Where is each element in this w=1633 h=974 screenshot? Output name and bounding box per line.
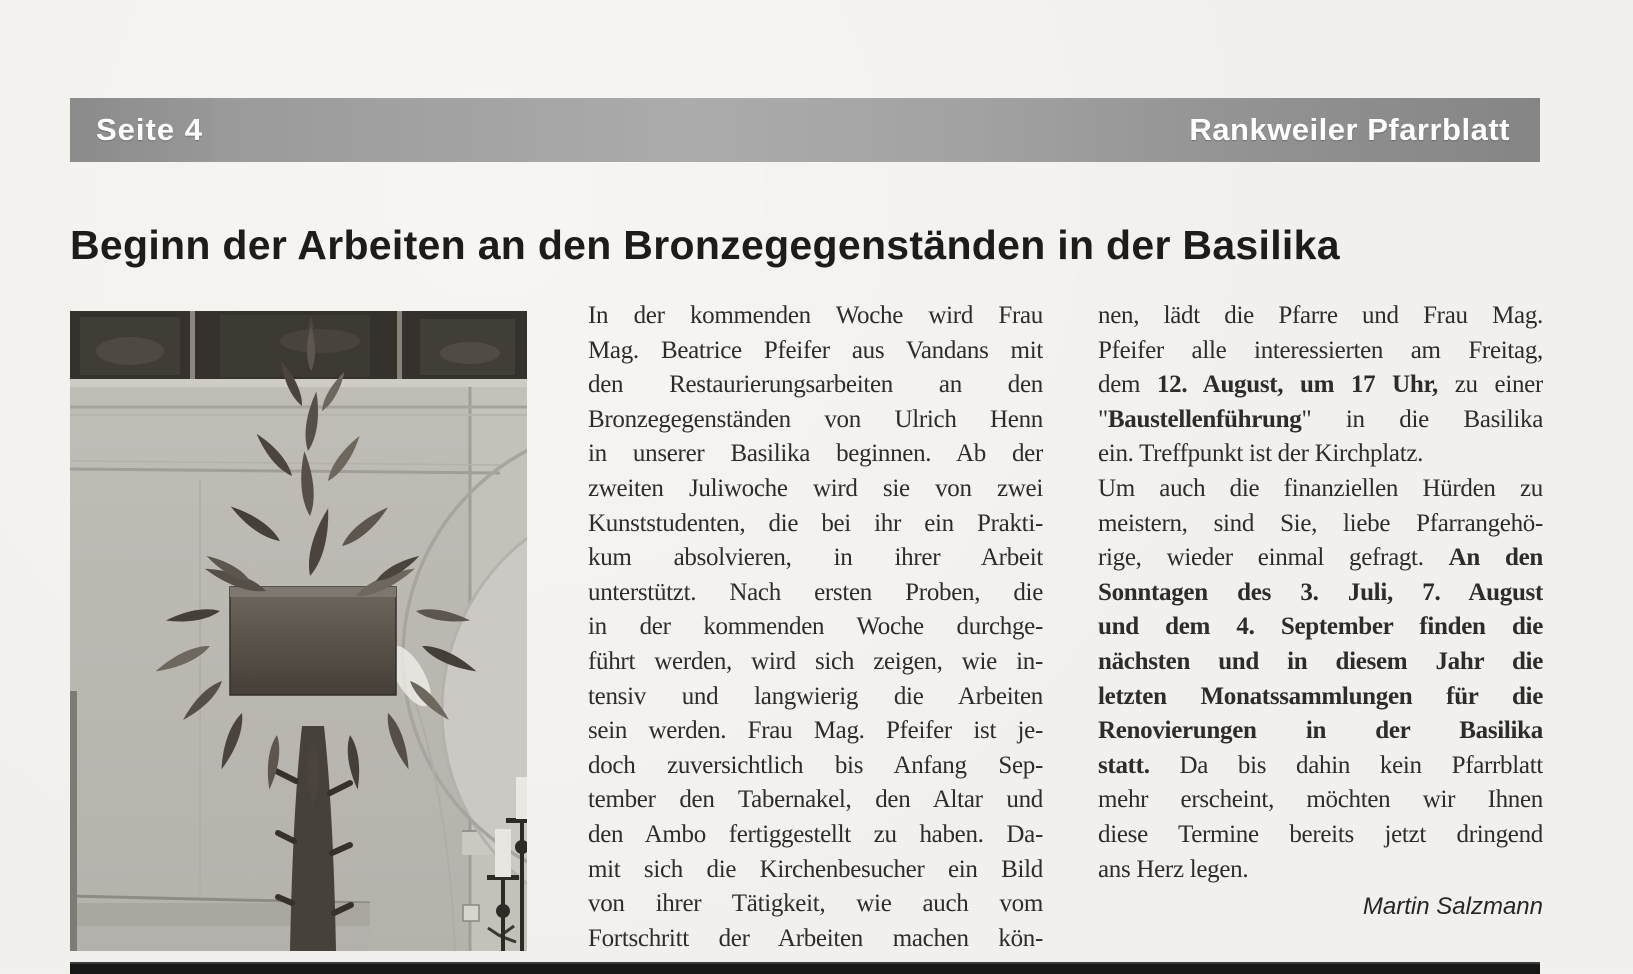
bottom-rule: [70, 962, 1540, 974]
text-line: unterstützt. Nach ersten Proben, die: [588, 578, 1043, 606]
text-line: Kunststudenten, die bei ihr ein Prakti-: [588, 509, 1043, 537]
text-line: statt. Da bis dahin kein Pfarrblatt: [1098, 751, 1543, 779]
article-photo: [70, 311, 527, 951]
text-line: zweiten Juliwoche wird sie von zwei: [588, 474, 1043, 502]
text-line: meistern, sind Sie, liebe Pfarrangehö-: [1098, 509, 1543, 537]
text-line: ein. Treffpunkt ist der Kirchplatz.: [1098, 440, 1424, 468]
author-signature: Martin Salzmann: [1362, 893, 1543, 920]
article-column-1: [588, 299, 1043, 956]
page-number-label: Seite 4: [96, 112, 203, 147]
wall-outlet: [463, 905, 479, 921]
text-line: kum absolvieren, in ihrer Arbeit: [588, 544, 1043, 572]
text-line: "Baustellenführung" in die Basilika: [1098, 405, 1543, 433]
text-line: Bronzegegenständen von Ulrich Henn: [588, 405, 1043, 433]
text-line: nen, lädt die Pfarre und Frau Mag.: [1098, 302, 1543, 329]
text-line: letzten Monatssammlungen für die: [1098, 682, 1543, 710]
text-line: Sonntagen des 3. Juli, 7. August: [1098, 578, 1543, 606]
text-line: in unserer Basilika beginnen. Ab der: [588, 440, 1043, 468]
text-line: tensiv und langwierig die Arbeiten: [588, 682, 1043, 710]
text-line: tember den Tabernakel, den Altar und: [588, 786, 1043, 814]
text-line: In der kommenden Woche wird Frau: [588, 302, 1043, 329]
text-line: sein werden. Frau Mag. Pfeifer ist je-: [588, 717, 1043, 745]
text-line: Fortschritt der Arbeiten machen kön-: [588, 924, 1043, 952]
text-line: mit sich die Kirchenbesucher ein Bild: [588, 855, 1043, 883]
text-line: von ihrer Tätigkeit, wie auch vom: [588, 890, 1043, 918]
text-line: dem 12. August, um 17 Uhr, zu einer: [1098, 371, 1543, 399]
text-line: nächsten und in diesem Jahr die: [1098, 647, 1543, 675]
text-line: in der kommenden Woche durchge-: [588, 613, 1043, 641]
text-line: mehr erscheint, möchten wir Ihnen: [1098, 786, 1543, 814]
church-tabernacle-photo-icon: [70, 311, 527, 951]
text-line: den Restaurierungsarbeiten an den: [588, 371, 1043, 399]
text-line: Renovierungen in der Basilika: [1098, 717, 1543, 745]
text-line: führt werden, wird sich zeigen, wie in-: [588, 647, 1043, 675]
article-column-2: [1098, 299, 1543, 887]
text-line: diese Termine bereits jetzt dringend: [1098, 820, 1543, 848]
text-line: rige, wieder einmal gefragt. An den: [1098, 544, 1543, 572]
text-line: Um auch die finanziellen Hürden zu: [1098, 474, 1543, 502]
text-line: Pfeifer alle interessierten am Freitag,: [1098, 336, 1543, 364]
header-bar: [70, 98, 1540, 162]
text-line: Mag. Beatrice Pfeifer aus Vandans mit: [588, 336, 1043, 364]
text-line: den Ambo fertiggestellt zu haben. Da-: [588, 820, 1043, 848]
text-line: ans Herz legen.: [1098, 855, 1249, 883]
article-headline: Beginn der Arbeiten an den Bronzegegenständen in der Basilika: [70, 222, 1340, 268]
newsletter-title: Rankweiler Pfarrblatt: [1189, 112, 1510, 147]
text-line: und dem 4. September finden die: [1098, 613, 1543, 641]
paintings-band: [70, 311, 527, 387]
text-line: doch zuversichtlich bis Anfang Sep-: [588, 751, 1043, 779]
